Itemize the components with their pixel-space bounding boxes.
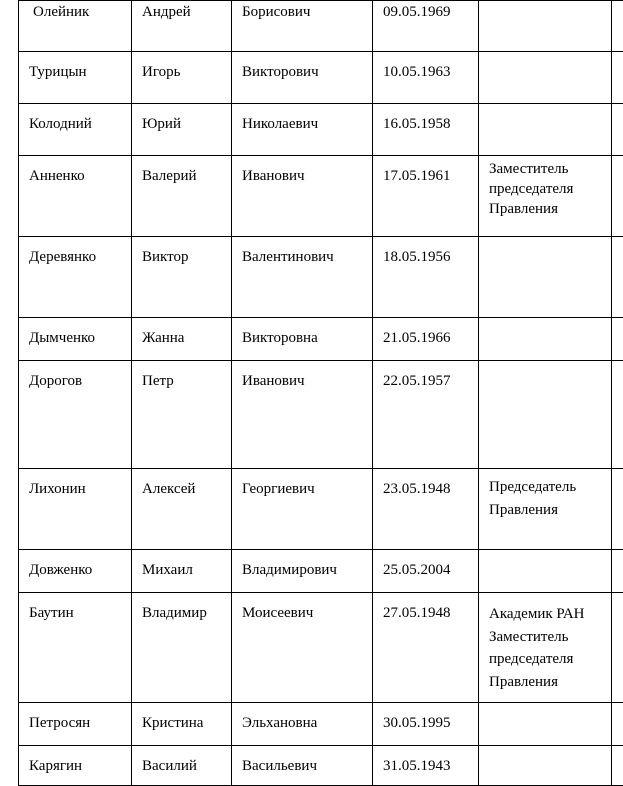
empty-cell — [612, 593, 623, 703]
patronymic-text: Васильевич — [232, 746, 372, 777]
surname-cell — [19, 104, 132, 156]
table-row — [19, 237, 623, 318]
patronymic-cell — [232, 52, 373, 104]
surname-text: Карягин — [19, 746, 131, 777]
name-text: Юрий — [132, 104, 231, 135]
date-cell — [373, 156, 479, 237]
table-row — [19, 469, 623, 550]
date-text: 30.05.1995 — [373, 703, 478, 734]
note-cell — [479, 703, 612, 746]
name-cell — [132, 746, 232, 786]
date-text: 17.05.1961 — [373, 156, 478, 187]
patronymic-text: Владимирович — [232, 550, 372, 581]
empty-cell — [612, 237, 623, 318]
patronymic-text: Иванович — [232, 156, 372, 187]
surname-cell — [19, 746, 132, 786]
date-cell — [373, 1, 479, 52]
table-body — [19, 1, 623, 786]
name-cell — [132, 237, 232, 318]
surname-cell — [19, 52, 132, 104]
patronymic-cell — [232, 237, 373, 318]
name-text: Алексей — [132, 469, 231, 500]
surname-text: Дорогов — [19, 361, 131, 392]
date-text: 18.05.1956 — [373, 237, 478, 268]
date-text: 31.05.1943 — [373, 746, 478, 777]
date-cell — [373, 52, 479, 104]
date-cell — [373, 746, 479, 786]
patronymic-cell — [232, 593, 373, 703]
date-text: 10.05.1963 — [373, 52, 478, 83]
date-text: 22.05.1957 — [373, 361, 478, 392]
patronymic-cell — [232, 746, 373, 786]
note-text — [479, 52, 611, 54]
surname-cell — [19, 703, 132, 746]
note-text: Заместитель председателя Правления — [479, 156, 611, 219]
note-text — [479, 361, 611, 363]
date-cell — [373, 237, 479, 318]
name-text: Михаил — [132, 550, 231, 581]
surname-text: Колодний — [19, 104, 131, 135]
empty-cell — [612, 104, 623, 156]
patronymic-cell — [232, 104, 373, 156]
date-text: 09.05.1969 — [373, 1, 478, 23]
surname-cell — [19, 318, 132, 361]
surname-text: Олейник — [19, 1, 131, 23]
note-cell — [479, 318, 612, 361]
note-cell — [479, 746, 612, 786]
name-cell — [132, 1, 232, 52]
date-cell — [373, 104, 479, 156]
date-cell — [373, 593, 479, 703]
name-cell — [132, 52, 232, 104]
table-row — [19, 156, 623, 237]
note-cell — [479, 469, 612, 550]
table-row — [19, 104, 623, 156]
note-cell — [479, 550, 612, 593]
patronymic-cell — [232, 361, 373, 469]
empty-cell — [612, 1, 623, 52]
name-cell — [132, 550, 232, 593]
name-text: Василий — [132, 746, 231, 777]
date-text: 21.05.1966 — [373, 318, 478, 349]
name-cell — [132, 104, 232, 156]
empty-cell — [612, 318, 623, 361]
patronymic-cell — [232, 318, 373, 361]
empty-cell — [612, 703, 623, 746]
date-text: 23.05.1948 — [373, 469, 478, 500]
surname-cell — [19, 237, 132, 318]
table-row — [19, 318, 623, 361]
empty-cell — [612, 156, 623, 237]
table-row — [19, 1, 623, 52]
surname-cell — [19, 361, 132, 469]
patronymic-text: Георгиевич — [232, 469, 372, 500]
note-cell — [479, 1, 612, 52]
note-text — [479, 104, 611, 106]
surname-text: Деревянко — [19, 237, 131, 268]
surname-text: Анненко — [19, 156, 131, 187]
table-row — [19, 550, 623, 593]
note-cell — [479, 52, 612, 104]
date-cell — [373, 469, 479, 550]
date-text: 16.05.1958 — [373, 104, 478, 135]
name-text: Владимир — [132, 593, 231, 624]
name-cell — [132, 593, 232, 703]
patronymic-text: Эльхановна — [232, 703, 372, 734]
note-cell — [479, 104, 612, 156]
table-row — [19, 703, 623, 746]
patronymic-text: Викторович — [232, 52, 372, 83]
patronymic-text: Иванович — [232, 361, 372, 392]
name-text: Валерий — [132, 156, 231, 187]
surname-text: Дымченко — [19, 318, 131, 349]
table-row — [19, 361, 623, 469]
name-cell — [132, 469, 232, 550]
note-text — [479, 550, 611, 552]
surname-text: Довженко — [19, 550, 131, 581]
surname-text: Баутин — [19, 593, 131, 624]
empty-cell — [612, 469, 623, 550]
surname-cell — [19, 550, 132, 593]
name-text: Кристина — [132, 703, 231, 734]
empty-cell — [612, 361, 623, 469]
surname-text: Лихонин — [19, 469, 131, 500]
name-cell — [132, 361, 232, 469]
table-row — [19, 593, 623, 703]
table-row — [19, 52, 623, 104]
note-cell — [479, 237, 612, 318]
date-text: 25.05.2004 — [373, 550, 478, 581]
patronymic-text: Валентинович — [232, 237, 372, 268]
note-text: Председатель Правления — [479, 469, 611, 522]
note-cell — [479, 156, 612, 237]
patronymic-cell — [232, 1, 373, 52]
date-cell — [373, 703, 479, 746]
name-text: Жанна — [132, 318, 231, 349]
date-cell — [373, 550, 479, 593]
patronymic-text: Викторовна — [232, 318, 372, 349]
patronymic-text: Николаевич — [232, 104, 372, 135]
date-text: 27.05.1948 — [373, 593, 478, 624]
surname-text: Петросян — [19, 703, 131, 734]
empty-cell — [612, 746, 623, 786]
name-text: Виктор — [132, 237, 231, 268]
date-cell — [373, 318, 479, 361]
name-text: Игорь — [132, 52, 231, 83]
birthdays-table — [18, 0, 623, 786]
surname-cell — [19, 156, 132, 237]
surname-cell — [19, 469, 132, 550]
note-text — [479, 746, 611, 748]
patronymic-text: Моисеевич — [232, 593, 372, 624]
name-cell — [132, 703, 232, 746]
name-cell — [132, 318, 232, 361]
patronymic-cell — [232, 703, 373, 746]
name-text: Петр — [132, 361, 231, 392]
empty-cell — [612, 52, 623, 104]
note-text — [479, 703, 611, 705]
note-text: Академик РАН Заместитель председателя Правления — [479, 593, 611, 693]
note-text — [479, 237, 611, 239]
note-cell — [479, 361, 612, 469]
note-text — [479, 318, 611, 320]
name-cell — [132, 156, 232, 237]
patronymic-text: Борисович — [232, 1, 372, 23]
name-text: Андрей — [132, 1, 231, 23]
surname-cell — [19, 593, 132, 703]
patronymic-cell — [232, 156, 373, 237]
date-cell — [373, 361, 479, 469]
table-row — [19, 746, 623, 786]
surname-cell — [19, 1, 132, 52]
empty-cell — [612, 550, 623, 593]
note-cell — [479, 593, 612, 703]
patronymic-cell — [232, 550, 373, 593]
surname-text: Турицын — [19, 52, 131, 83]
patronymic-cell — [232, 469, 373, 550]
